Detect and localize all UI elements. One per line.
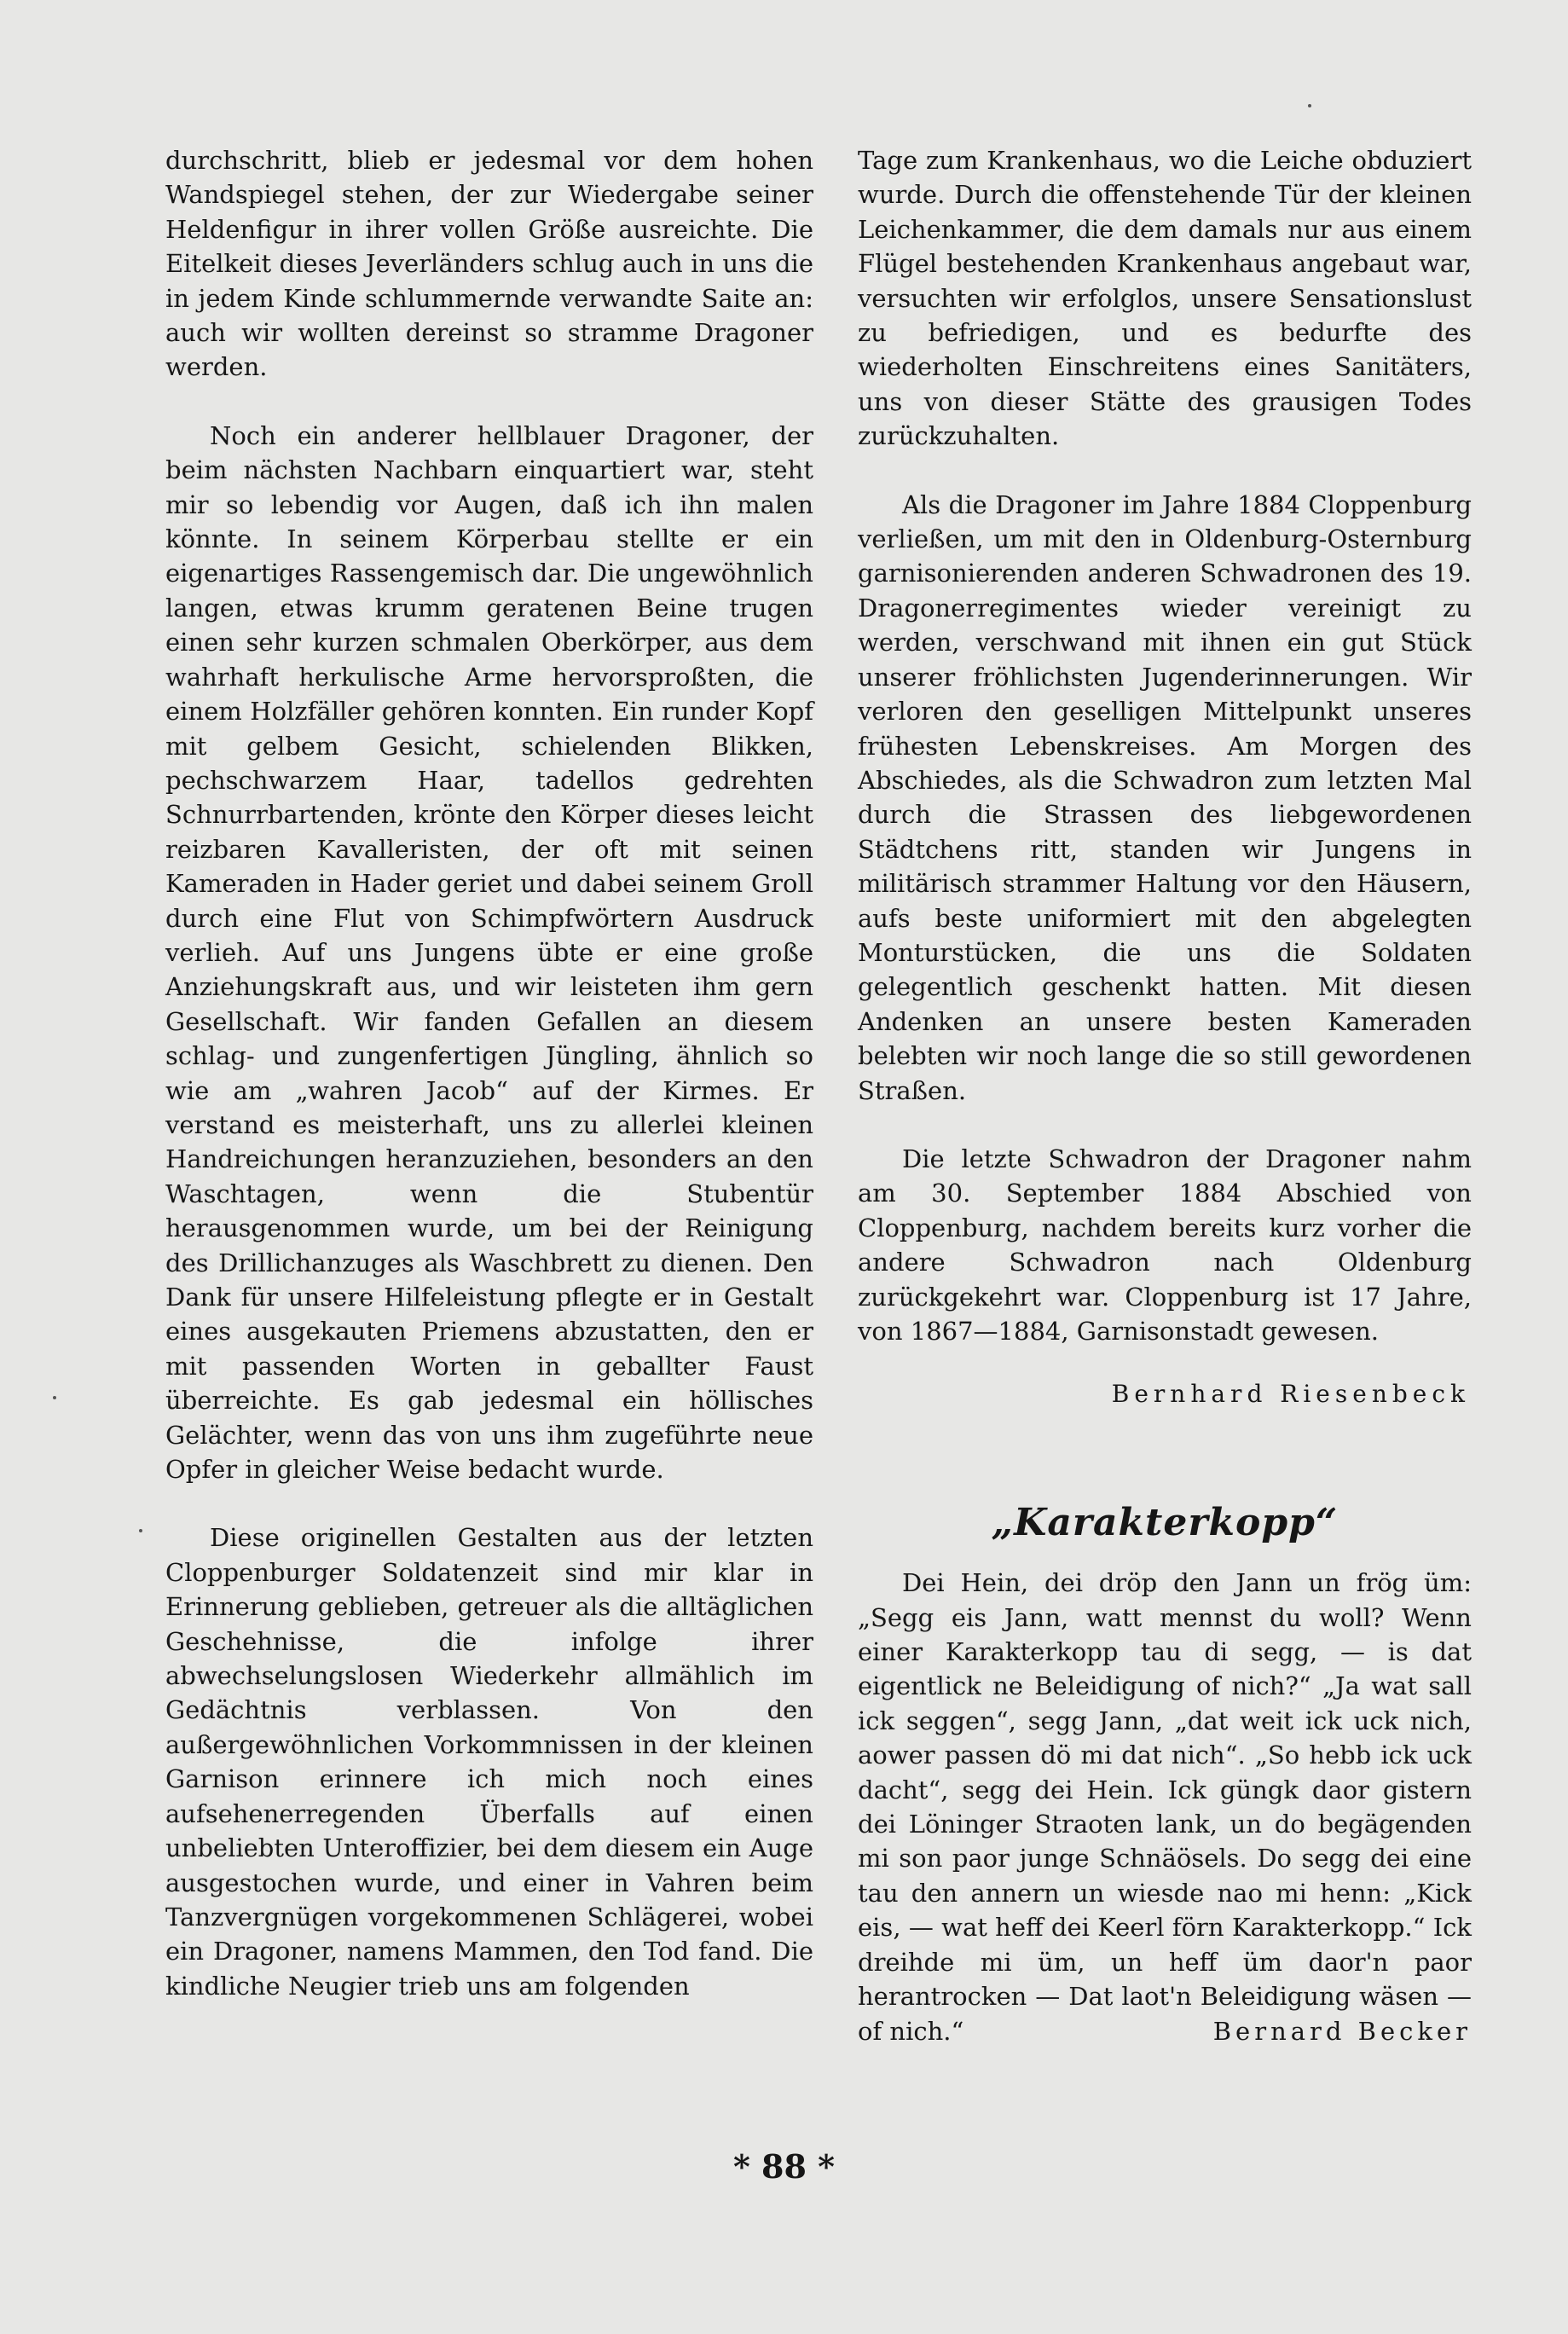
right-column [858,143,1472,2048]
page-number: * 88 * [732,2147,836,2186]
author-signature: Bernhard Riesenbeck [1111,1380,1470,1409]
paragraph: Diese originellen Gestalten aus der letzten Cloppenburger Soldatenzeit sind mir klar in Erinnerung geblieben, getreuer als die alltäglichen Geschehnisse, die infolge ihrer abwechselungslosen Wiederkehr allmählich im Gedächtnis verblassen. Von den außergewöhnlichen Vorkommnissen in der kleinen Garnison erinnere ich mich noch eines aufsehenerregenden Überfalls auf einen unbeliebten Unteroffizier, bei dem diesem ein Auge ausgestochen wurde, und einer in Vahren beim Tanzvergnügen vorgekommenen Schlägerei, wobei ein Dragoner, namens Mammen, den Tod fand. Die kindliche Neugier trieb uns am folgenden [165,1523,813,2001]
print-speck [139,1529,142,1532]
story-text: Dei Hein, dei dröp den Jann un frög üm: „Segg eis Jann, watt mennst du woll? Wenn einer Karakterkopp tau di segg, — is dat eigentlick ne Beleidigung of nich?“ „Ja wat sall ick seggen“, segg Jann, „dat weit ick uck nich, aower passen dö mi dat nich“. „So hebb ick uck dacht“, segg dei Hein. Ick güngk daor gistern dei Löninger Straoten lank, un do begägenden mi son paor junge Schnäösels. Do segg dei eine tau den annern un wiesde nao mi henn: „Kick eis, — wat heff dei Keerl förn Karakterkopp.“ Ick dreihde mi üm, un heff üm daor'n paor herantrocken — Dat laot'n Beleidigung wäsen — of nich.“ [858,1568,1472,2046]
paragraph: Die letzte Schwadron der Dragoner nahm am 30. September 1884 Abschied von Cloppenburg, nachdem bereits kurz vorher die andere Schwadron nach Oldenburg zurückgekehrt war. Cloppenburg ist 17 Jahre, von 1867—1884, Garnisonstadt gewesen. [858,1144,1472,1346]
paragraph: Noch ein anderer hellblauer Dragoner, der beim nächsten Nachbarn einquartiert war, steht mir so lebendig vor Augen, daß ich ihn malen könnte. In seinem Körperbau stellte er ein eigenartiges Rassengemisch dar. Die ungewöhnlich langen, etwas krumm geratenen Beine trugen einen sehr kurzen schmalen Oberkörper, aus dem wahrhaft herkulische Arme hervorsproßten, die einem Holzfäller gehören konnten. Ein runder Kopf mit gelbem Gesicht, schielenden Blikken, pechschwarzem Haar, tadellos gedrehten Schnurrbartenden, krönte den Körper dieses leicht reizbaren Kavalleristen, der oft mit seinen Kameraden in Hader geriet und dabei seinem Groll durch eine Flut von Schimpfwörtern Ausdruck verlieh. Auf uns Jungens übte er eine große Anziehungskraft aus, und wir leisteten ihm gern Gesellschaft. Wir fanden Gefallen an diesem schlag- und zungenfertigen Jüngling, ähnlich so wie am „wahren Jacob“ auf der Kirmes. Er verstand es meisterhaft, uns zu allerlei kleinen Handreichungen heranzuziehen, besonders an den Waschtagen, wenn die Stubentür herausgenommen wurde, um bei der Reinigung des Drillichanzuges als Waschbrett zu dienen. Den Dank für unsere Hilfeleistung pflegte er in Gestalt eines ausgekauten Priemens abzustatten, den er mit passenden Worten in geballter Faust überreichte. Es gab jedesmal ein höllisches Gelächter, wenn das von uns ihm zugeführte neue Opfer in gleicher Weise bedacht wurde. [165,420,813,1485]
paragraph: durchschritt, blieb er jedesmal vor dem hohen Wandspiegel stehen, der zur Wiedergabe seiner Heldenfigur in ihrer vollen Größe ausreichte. Die Eitelkeit dieses Jeverländers schlug auch in uns die in jedem Kinde schlummernde verwandte Saite an: auch wir wollten dereinst so stramme Dragoner werden. [165,146,813,382]
paragraph: Tage zum Krankenhaus, wo die Leiche obduziert wurde. Durch die offenstehende Tür der kleinen Leichenkammer, die dem damals nur aus einem Flügel bestehenden Krankenhaus angebaut war, versuchten wir erfolglos, unsere Sensationslust zu befriedigen, und es bedurfte des wiederholten Einschreitens eines Sanitäters, uns von dieser Stätte des grausigen Todes zurückzuhalten. [858,146,1472,451]
dialect-story [858,1566,1472,2048]
print-speck [53,1396,56,1399]
paragraph: Als die Dragoner im Jahre 1884 Cloppenburg verließen, um mit den in Oldenburg-Osternburg garnisonierenden anderen Schwadronen des 19. Dragonerregimentes wieder vereinigt zu werden, verschwand mit ihnen ein gut Stück unserer fröhlichsten Jugenderinnerungen. Wir verloren den geselligen Mittelpunkt unseres frühesten Lebenskreises. Am Morgen des Abschiedes, als die Schwadron zum letzten Mal durch die Strassen des liebgewordenen Städtchens ritt, standen wir Jungens in militärisch strammer Haltung vor den Häusern, aufs beste uniformiert mit den abgelegten Monturstücken, die uns die Soldaten gelegentlich geschenkt hatten. Mit diesen Andenken an unsere besten Kameraden belebten wir noch lange die so still gewordenen Straßen. [858,489,1472,1105]
poem-title: „Karakterkopp“ [991,1500,1339,1544]
story-signature: Bernard Becker [1212,2016,1472,2046]
left-column [165,143,813,2037]
print-speck [1308,104,1311,107]
